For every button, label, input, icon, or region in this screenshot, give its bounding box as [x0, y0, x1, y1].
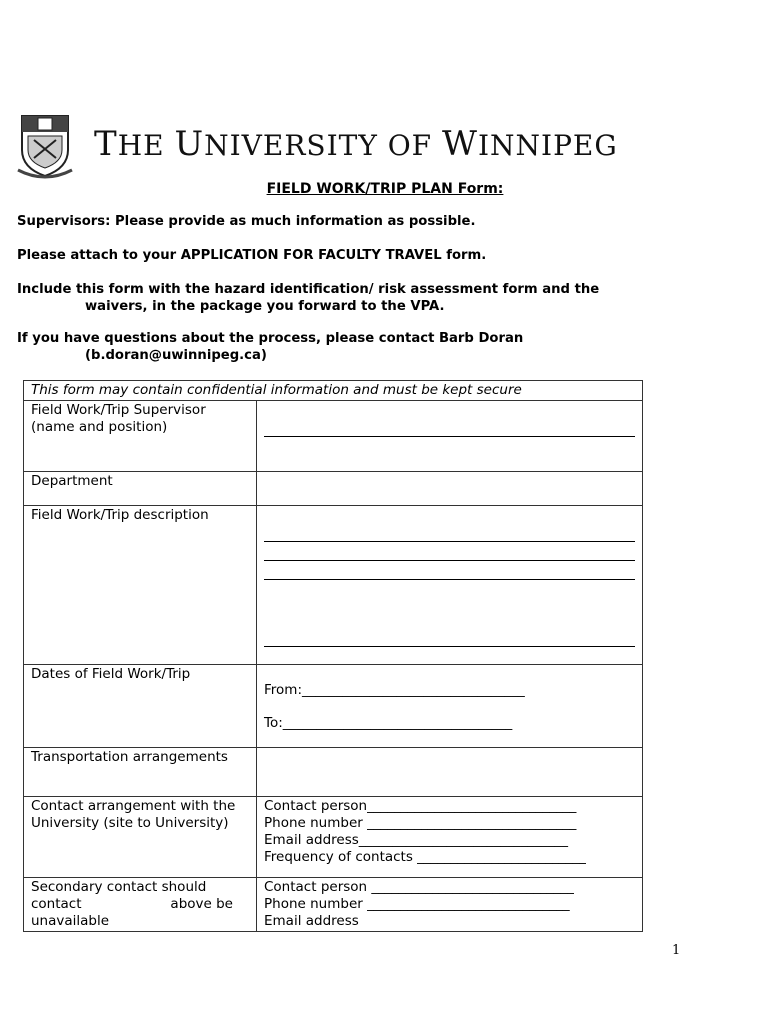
include-instruction: Include this form with the hazard identification/ risk assessment form and the waivers, in the package you forward to the VPA.	[17, 282, 600, 314]
transport-label: Transportation arrangements	[24, 748, 257, 797]
phone-number-field[interactable]: Phone number _______________________________	[264, 815, 577, 831]
secondary-email-address-field[interactable]: Email address	[264, 913, 359, 929]
secondary-contact-label: Secondary contact should contact above be unavailable	[24, 878, 257, 932]
supervisors-instruction: Supervisors: Please provide as much information as possible.	[17, 214, 476, 229]
university-crest-icon	[16, 110, 74, 180]
dates-field[interactable]	[257, 665, 643, 748]
dates-label: Dates of Field Work/Trip	[24, 665, 257, 748]
to-field[interactable]: To:__________________________________	[264, 715, 513, 731]
email-address-field[interactable]: Email address_______________________________	[264, 832, 569, 848]
secondary-phone-number-field[interactable]: Phone number ______________________________	[264, 896, 570, 912]
secondary-contact-field[interactable]	[257, 878, 643, 932]
supervisor-line[interactable]	[264, 436, 635, 437]
confidential-note: This form may contain confidential information and must be kept secure	[24, 381, 643, 401]
contact-person-field[interactable]: Contact person_______________________________	[264, 798, 577, 814]
field-trip-form-table	[23, 380, 643, 932]
attach-instruction: Please attach to your APPLICATION FOR FACULTY TRAVEL form.	[17, 248, 487, 263]
department-field[interactable]	[257, 472, 643, 506]
description-label: Field Work/Trip description	[24, 506, 257, 665]
page-number: 1	[672, 943, 681, 958]
frequency-field[interactable]: Frequency of contacts _________________________	[264, 849, 586, 865]
transport-field[interactable]	[257, 748, 643, 797]
description-line-4[interactable]	[264, 646, 635, 647]
from-field[interactable]: From:_________________________________	[264, 682, 525, 698]
questions-instruction: If you have questions about the process, please contact Barb Doran (b.doran@uwinnipeg.ca)	[17, 331, 524, 363]
form-title: FIELD WORK/TRIP PLAN Form:	[266, 181, 504, 197]
contact-field[interactable]	[257, 797, 643, 878]
secondary-contact-person-field[interactable]: Contact person ______________________________	[264, 879, 574, 895]
department-label: Department	[24, 472, 257, 506]
supervisor-label: Field Work/Trip Supervisor (name and position)	[24, 401, 257, 472]
description-field[interactable]	[257, 506, 643, 665]
contact-label: Contact arrangement with the University (site to University)	[24, 797, 257, 878]
supervisor-field[interactable]	[257, 401, 643, 472]
university-name: THE UNIVERSITY OF WINNIPEG	[94, 124, 618, 164]
